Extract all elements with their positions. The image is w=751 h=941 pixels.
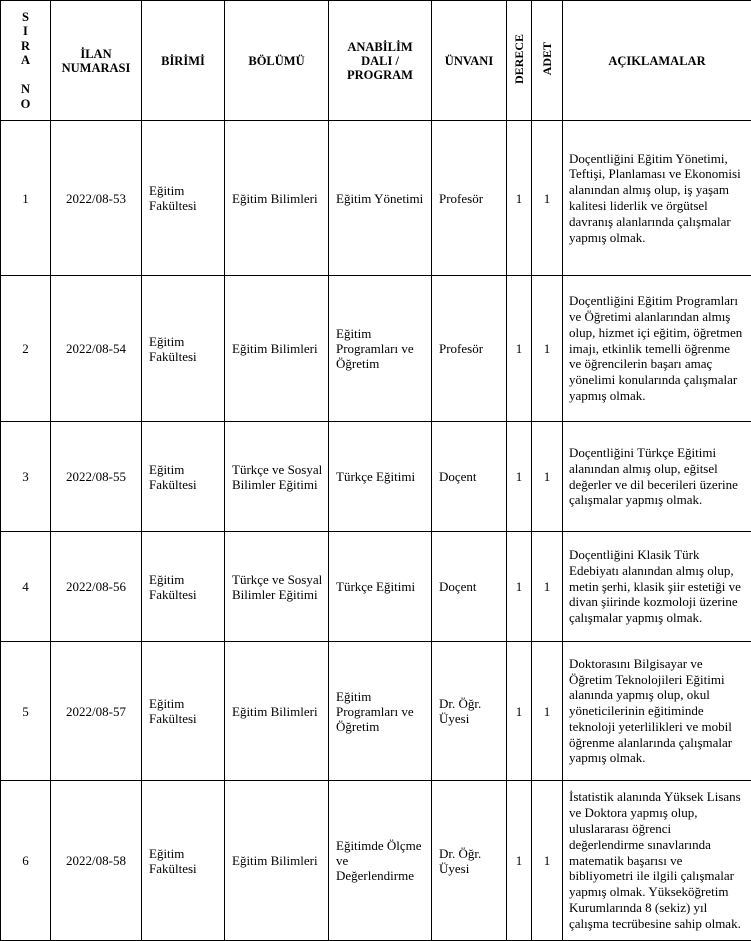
- cell-unvani: Dr. Öğr. Üyesi: [432, 781, 507, 941]
- cell-bolumu: Eğitim Bilimleri: [225, 642, 329, 781]
- table-row: [1, 642, 751, 781]
- cell-adet: 1: [532, 642, 563, 781]
- cell-bolumu: Türkçe ve Sosyal Bilimler Eğitimi: [225, 422, 329, 532]
- cell-sira-no: 5: [1, 642, 51, 781]
- cell-aciklamalar: Doçentliğini Eğitim Programları ve Öğretimi alanlarından almış olup, hizmet içi eğitim, öğretmen imajı, etkinlik temelli öğrenme ve öğrencilerin başarı amaç yönelimi konularında çalışmalar yapmış olmak.: [563, 276, 751, 422]
- header-sira-no: S I R A N O: [1, 1, 51, 121]
- cell-anabilim: Eğitimde Ölçme ve Değerlendirme: [329, 781, 432, 941]
- cell-anabilim: Türkçe Eğitimi: [329, 422, 432, 532]
- header-aciklamalar: AÇIKLAMALAR: [563, 1, 751, 121]
- cell-birimi: Eğitim Fakültesi: [142, 781, 225, 941]
- header-bolumu: BÖLÜMÜ: [225, 1, 329, 121]
- header-ilan-numarasi: İLAN NUMARASI: [51, 1, 142, 121]
- table-row: [1, 422, 751, 532]
- cell-ilan-numarasi: 2022/08-55: [51, 422, 142, 532]
- cell-adet: 1: [532, 532, 563, 642]
- cell-bolumu: Eğitim Bilimleri: [225, 781, 329, 941]
- cell-adet: 1: [532, 781, 563, 941]
- cell-unvani: Dr. Öğr. Üyesi: [432, 642, 507, 781]
- cell-birimi: Eğitim Fakültesi: [142, 422, 225, 532]
- cell-unvani: Doçent: [432, 422, 507, 532]
- table-row: [1, 532, 751, 642]
- cell-unvani: Profesör: [432, 121, 507, 276]
- cell-derece: 1: [507, 422, 532, 532]
- cell-aciklamalar: Doçentliğini Klasik Türk Edebiyatı alanından almış olup, metin şerhi, klasik şiir estetiği ve divan şiirinde kozmoloji üzerine çalışmalar yapmış olmak.: [563, 532, 751, 642]
- cell-derece: 1: [507, 532, 532, 642]
- cell-derece: 1: [507, 276, 532, 422]
- cell-derece: 1: [507, 121, 532, 276]
- cell-aciklamalar: Doktorasını Bilgisayar ve Öğretim Teknolojileri Eğitimi alanında yapmış olup, okul yöneticilerinin eğitiminde teknoloji yeterlilikleri ve mobil öğrenme alanlarında çalışmalar yapmış olmak.: [563, 642, 751, 781]
- cell-adet: 1: [532, 121, 563, 276]
- cell-birimi: Eğitim Fakültesi: [142, 642, 225, 781]
- cell-aciklamalar: İstatistik alanında Yüksek Lisans ve Doktora yapmış olup, uluslararası öğrenci değerlendirme sınavlarında matematik başarısı ve bibliyometri ile ilgili çalışmalar yapmış olmak. Yükseköğretim Kurumlarında 8 (sekiz) yıl çalışma tecrübesine sahip olmak.: [563, 781, 751, 941]
- cell-anabilim: Eğitim Yönetimi: [329, 121, 432, 276]
- header-birimi: BİRİMİ: [142, 1, 225, 121]
- cell-sira-no: 2: [1, 276, 51, 422]
- cell-derece: 1: [507, 781, 532, 941]
- header-row: [1, 1, 751, 121]
- cell-adet: 1: [532, 276, 563, 422]
- cell-anabilim: Türkçe Eğitimi: [329, 532, 432, 642]
- cell-ilan-numarasi: 2022/08-58: [51, 781, 142, 941]
- cell-bolumu: Eğitim Bilimleri: [225, 276, 329, 422]
- cell-sira-no: 1: [1, 121, 51, 276]
- cell-adet: 1: [532, 422, 563, 532]
- cell-birimi: Eğitim Fakültesi: [142, 276, 225, 422]
- cell-anabilim: Eğitim Programları ve Öğretim: [329, 642, 432, 781]
- cell-aciklamalar: Doçentliğini Türkçe Eğitimi alanından almış olup, eğitsel değerler ve dil becerileri üzerine çalışmalar yapmış olmak.: [563, 422, 751, 532]
- cell-sira-no: 6: [1, 781, 51, 941]
- cell-sira-no: 3: [1, 422, 51, 532]
- cell-birimi: Eğitim Fakültesi: [142, 121, 225, 276]
- table-row: [1, 781, 751, 941]
- table-row: [1, 121, 751, 276]
- cell-birimi: Eğitim Fakültesi: [142, 532, 225, 642]
- cell-anabilim: Eğitim Programları ve Öğretim: [329, 276, 432, 422]
- table-row: [1, 276, 751, 422]
- cell-aciklamalar: Doçentliğini Eğitim Yönetimi, Teftişi, Planlaması ve Ekonomisi alanından almış olup, iş yaşam kalitesi liderlik ve örgütsel davranış alanlarında çalışmalar yapmış olmak.: [563, 121, 751, 276]
- cell-ilan-numarasi: 2022/08-56: [51, 532, 142, 642]
- cell-bolumu: Eğitim Bilimleri: [225, 121, 329, 276]
- cell-ilan-numarasi: 2022/08-57: [51, 642, 142, 781]
- header-derece: DERECE: [507, 1, 532, 121]
- header-unvani: ÜNVANI: [432, 1, 507, 121]
- cell-unvani: Doçent: [432, 532, 507, 642]
- cell-ilan-numarasi: 2022/08-53: [51, 121, 142, 276]
- header-adet: ADET: [532, 1, 563, 121]
- header-anabilim: ANABİLİM DALI / PROGRAM: [329, 1, 432, 121]
- cell-unvani: Profesör: [432, 276, 507, 422]
- cell-ilan-numarasi: 2022/08-54: [51, 276, 142, 422]
- cell-derece: 1: [507, 642, 532, 781]
- cell-sira-no: 4: [1, 532, 51, 642]
- cell-bolumu: Türkçe ve Sosyal Bilimler Eğitimi: [225, 532, 329, 642]
